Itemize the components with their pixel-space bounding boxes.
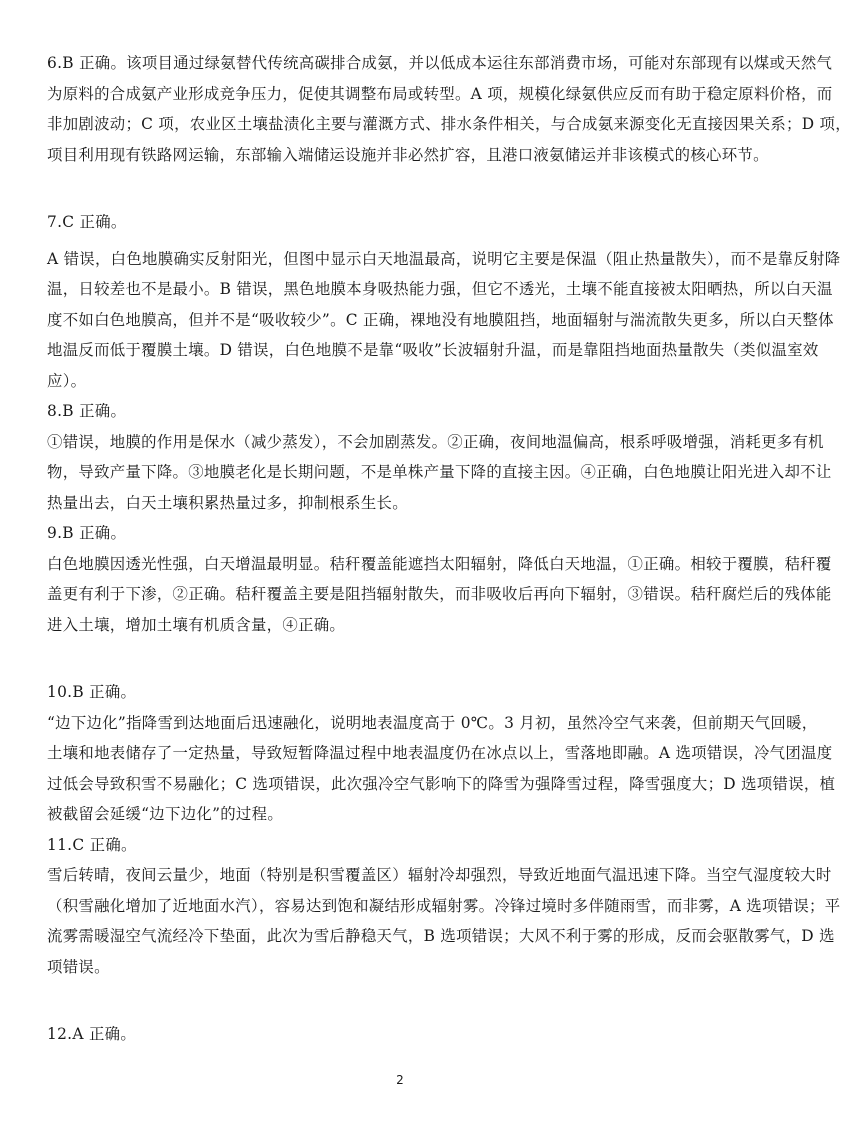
answer-7-line: 温，日较差也不是最小。B 错误，黑色地膜本身吸热能力强，但它不透光，土壤不能直接被太阳晒热，所以白天温 — [47, 280, 833, 298]
answer-9-line: 进入土壤，增加土壤有机质含量，④正确。 — [47, 615, 346, 634]
page-number: 2 — [396, 1073, 404, 1087]
answer-8-line: ①错误，地膜的作用是保水（减少蒸发），不会加剧蒸发。②正确，夜间地温偏高，根系呼吸增强，消耗更多有机 — [47, 432, 824, 451]
answer-10 — [47, 677, 836, 830]
answer-7-line: 度不如白色地膜高，但并不是“吸收较少”。C 正确，裸地没有地膜阻挡，地面辐射与湍流散失更多，所以白天整体 — [47, 310, 834, 329]
answer-8-heading: 8.B 正确。 — [47, 402, 127, 420]
answer-8-line: 物，导致产量下降。③地膜老化是长期问题，不是单株产量下降的直接主因。④正确，白色地膜让阳光进入却不让 — [47, 463, 832, 481]
answer-11-line: 雪后转晴，夜间云量少，地面（特别是积雪覆盖区）辐射冷却强烈，导致近地面气温迅速下降。当空气湿度较大时 — [47, 866, 832, 884]
answer-12-heading: 12.A 正确。 — [47, 1025, 137, 1043]
answer-10-line: “边下边化”指降雪到达地面后迅速融化，说明地表温度高于 0℃。3 月初，虽然冷空气来袭，但前期天气回暖， — [47, 713, 818, 732]
answer-10-line: 被截留会延缓“边下边化”的过程。 — [47, 805, 284, 823]
answer-9 — [47, 518, 832, 640]
answer-9-heading: 9.B 正确。 — [47, 524, 127, 542]
answer-7-heading: 7.C 正确。 — [47, 213, 127, 231]
answer-11-heading: 11.C 正确。 — [47, 835, 137, 854]
answer-6-line: 项目利用现有铁路网运输，东部输入端储运设施并非必然扩容，且港口液氨储运并非该模式的核心环节。 — [47, 145, 769, 164]
answer-10-heading: 10.B 正确。 — [47, 683, 137, 701]
answer-8 — [47, 396, 832, 518]
answer-6-line: 为原料的合成氨产业形成竞争压力，促使其调整布局或转型。A 项，规模化绿氨供应反而有助于稳定原料价格，而 — [47, 84, 833, 103]
answer-11-line: 流雾需暖湿空气流经冷下垫面，此次为雪后静稳天气，B 选项错误；大风不利于雾的形成，反而会驱散雾气，D 选 — [47, 927, 835, 945]
answer-11-line: （积雪融化增加了近地面水汽），容易达到饱和凝结形成辐射雾。冷锋过境时多伴随雨雪，而非雾，A 选项错误；平 — [47, 896, 841, 915]
answer-7-line: A 错误，白色地膜确实反射阳光，但图中显示白天地温最高，说明它主要是保温（阻止热量散失），而不是靠反射降 — [47, 249, 841, 268]
answer-9-line: 盖更有利于下渗，②正确。秸秆覆盖主要是阻挡辐射散失，而非吸收后再向下辐射，③错误。秸秆腐烂后的残体能 — [47, 585, 832, 603]
answer-6 — [47, 48, 851, 170]
answer-document — [47, 48, 851, 1050]
answer-11-line: 项错误。 — [47, 957, 110, 976]
answer-7-line: 地温反而低于覆膜土壤。D 错误，白色地膜不是靠“吸收”长波辐射升温，而是靠阻挡地面热量散失（类似温室效 — [47, 341, 819, 359]
answer-7-line: 应）。 — [47, 371, 87, 390]
answer-10-line: 土壤和地表储存了一定热量，导致短暂降温过程中地表温度仍在冰点以上，雪落地即融。A 选项错误，冷气团温度 — [47, 744, 833, 762]
answer-7 — [47, 207, 841, 396]
answer-6-line: 非加剧波动；C 项，农业区土壤盐渍化主要与灌溉方式、排水条件相关，与合成氨来源变化无直接因果关系；D 项， — [47, 115, 851, 133]
answer-9-line: 白色地膜因透光性强，白天增温最明显。秸秆覆盖能遮挡太阳辐射，降低白天地温，①正确。相较于覆膜，秸秆覆 — [47, 554, 832, 573]
answer-6-line: 6.B 正确。该项目通过绿氨替代传统高碳排合成氨，并以低成本运往东部消费市场，可能对东部现有以煤或天然气 — [47, 54, 833, 72]
answer-11 — [47, 830, 841, 983]
answer-10-line: 过低会导致积雪不易融化；C 选项错误，此次强冷空气影响下的降雪为强降雪过程，降雪强度大；D 选项错误，植 — [47, 774, 836, 793]
answer-12 — [47, 1019, 760, 1050]
answer-8-line: 热量出去，白天土壤积累热量过多，抑制根系生长。 — [47, 493, 408, 512]
